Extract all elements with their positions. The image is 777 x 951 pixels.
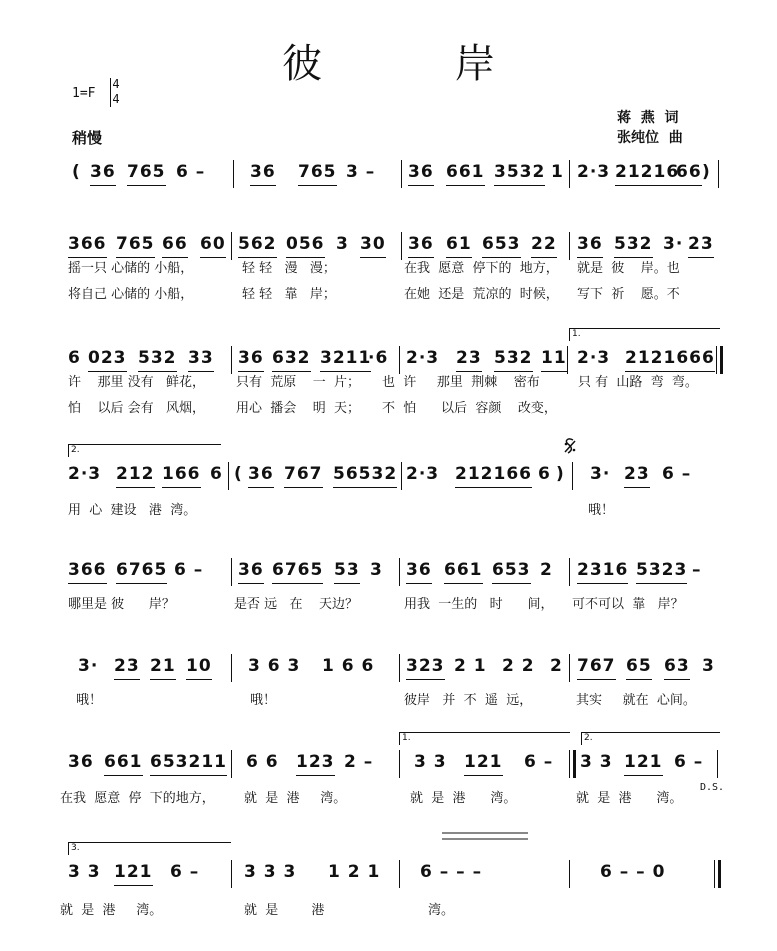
note-group: 36 xyxy=(90,160,116,186)
song-title: 彼 岸 xyxy=(282,41,555,87)
note-group: 6 – xyxy=(674,752,704,772)
lyrics-line-1 xyxy=(0,790,777,810)
note-group: 2 xyxy=(550,656,563,676)
note-group: 65 xyxy=(626,654,652,680)
time-signature xyxy=(110,77,122,107)
note-group: 653 xyxy=(482,232,521,258)
note-group: 22 xyxy=(531,232,557,258)
note-group: 2 xyxy=(540,560,553,580)
note-group: 121 xyxy=(624,750,663,776)
key-signature: 1=F xyxy=(72,86,96,101)
note-group: – xyxy=(692,560,702,580)
note-group: 23 xyxy=(624,462,650,488)
note-group: 166 xyxy=(162,462,201,488)
lyrics-line-1 xyxy=(0,596,777,616)
note-group: 3 3 xyxy=(580,752,613,772)
volta-bracket: 2. xyxy=(581,732,720,745)
note-group: 023 xyxy=(88,346,127,372)
lyrics-line-1 xyxy=(0,902,777,922)
note-group: 3· xyxy=(663,234,684,254)
volta-bracket: 3. xyxy=(68,842,231,855)
lyric: 就 是 港 湾。 xyxy=(576,791,683,806)
lyric: 哪里是 彼 岸？ xyxy=(68,597,175,612)
lyric: 哦！ xyxy=(76,693,103,708)
lyrics-line-1 xyxy=(0,692,777,712)
barline xyxy=(231,654,232,682)
volta-bracket: 2. xyxy=(68,444,221,457)
composer: 张纯位 曲 xyxy=(617,130,683,146)
lyric: 在我 愿意 停下的 地方， xyxy=(404,261,559,276)
note-group: 767 xyxy=(577,654,616,680)
lyric: 许 那里 没有 鲜花， xyxy=(68,375,206,390)
note-group: 3 xyxy=(336,234,349,254)
note-group: 056 xyxy=(286,232,325,258)
lyric: 也 许 那里 荆棘 密布 xyxy=(382,375,540,390)
ds-marking: D.S. xyxy=(700,782,725,793)
note-group: 21 xyxy=(150,654,176,680)
note-group: 30 xyxy=(360,232,386,258)
note-group: 56532 xyxy=(333,462,397,488)
note-group: 6765 xyxy=(116,558,167,584)
note-group: 2121666 xyxy=(625,346,715,372)
note-group: 366 xyxy=(68,558,107,584)
note-group: 6 xyxy=(68,348,81,368)
barline xyxy=(399,558,400,586)
note-group: 661 xyxy=(444,558,483,584)
barline xyxy=(401,232,402,260)
note-group: 36 xyxy=(238,558,264,584)
note-group: 23 xyxy=(456,346,482,372)
note-group: 3 xyxy=(702,656,715,676)
note-group: 36 xyxy=(408,160,434,186)
lyric: 写下 祈 愿。不 xyxy=(577,287,680,302)
repeat-barline xyxy=(569,750,570,778)
notes-row-3 xyxy=(0,346,777,374)
note-group: 2·3 xyxy=(68,464,102,484)
lyric: 在我 愿意 停 下的地方， xyxy=(60,791,215,806)
notes-row-5 xyxy=(0,558,777,586)
barline xyxy=(399,654,400,682)
note-group: 767 xyxy=(284,462,323,488)
note-group: 23 xyxy=(114,654,140,680)
lyric: 就 是 港 湾。 xyxy=(410,791,517,806)
note-group: 323 xyxy=(406,654,445,680)
notes-row-8 xyxy=(0,860,777,888)
note-group: 212166 xyxy=(455,462,532,488)
note-group: 36 xyxy=(408,232,434,258)
time-top: 4 xyxy=(112,77,120,91)
note-group: 3· xyxy=(590,464,611,484)
note-group: 212 xyxy=(116,462,155,488)
note-group: 3532 xyxy=(494,160,545,186)
lyric: 哦！ xyxy=(250,693,277,708)
final-barline xyxy=(714,860,715,888)
lyric: 就 是 港 湾。 xyxy=(60,903,163,918)
note-group: 6765 xyxy=(272,558,323,584)
barline xyxy=(233,160,234,188)
note-group: 6 – xyxy=(176,162,206,182)
barline xyxy=(231,346,232,374)
barline xyxy=(569,232,570,260)
lyric: 彼岸 并 不 遥 远， xyxy=(404,693,533,708)
lyric: 是否 远 在 天边？ xyxy=(234,597,359,612)
barline xyxy=(401,160,402,188)
decrescendo-hairpin-icon xyxy=(440,830,530,844)
note-group: 2·3 xyxy=(406,348,440,368)
lyric: 就是 彼 岸。也 xyxy=(577,261,680,276)
note-group: 6 – xyxy=(524,752,554,772)
barline xyxy=(231,232,232,260)
lyric: 不 怕 以后 容颜 改变， xyxy=(382,401,557,416)
note-group: 562 xyxy=(238,232,277,258)
note-group: 2 – xyxy=(344,752,374,772)
lyric: 就 是 港 湾。 xyxy=(244,791,347,806)
final-barline-thick xyxy=(718,860,721,888)
note-group: 6 – xyxy=(662,464,692,484)
barline xyxy=(572,462,573,490)
note-group: 2 2 xyxy=(502,656,535,676)
note-group: 121 xyxy=(464,750,503,776)
lyric: 用我 一生的 时 间， xyxy=(404,597,554,612)
notes-row-6 xyxy=(0,654,777,682)
lyricist: 蒋 燕 词 xyxy=(617,110,679,126)
segno-icon xyxy=(562,436,578,458)
note-group: 5323 xyxy=(636,558,687,584)
barline xyxy=(231,558,232,586)
lyric: 在她 还是 荒凉的 时候， xyxy=(404,287,559,302)
note-group: 6 – – 0 xyxy=(600,862,666,882)
lyrics-line-1 xyxy=(0,260,777,280)
note-group: 6 xyxy=(538,464,551,484)
note-group: 3211 xyxy=(320,346,371,372)
note-group: ( xyxy=(234,464,243,484)
note-group: 632 xyxy=(272,346,311,372)
lyric: 用 心 建设 港 湾。 xyxy=(68,503,197,518)
note-group: 532 xyxy=(138,346,177,372)
note-group: 3 xyxy=(370,560,383,580)
note-group: 6 xyxy=(210,464,223,484)
note-group: 3 6 3 xyxy=(248,656,301,676)
time-bottom: 4 xyxy=(112,92,120,106)
note-group: 23 xyxy=(688,232,714,258)
note-group: 3 – xyxy=(346,162,376,182)
note-group: ) xyxy=(556,464,565,484)
lyrics-line-1 xyxy=(0,502,777,522)
note-group: 10 xyxy=(186,654,212,680)
barline xyxy=(569,160,570,188)
note-group: 66 xyxy=(162,232,188,258)
barline xyxy=(399,346,400,374)
lyrics-line-2 xyxy=(0,286,777,306)
note-group: 36 xyxy=(577,232,603,258)
note-group: 121 xyxy=(114,860,153,886)
barline xyxy=(401,462,402,490)
lyric: 轻 轻 靠 岸； xyxy=(242,287,336,302)
note-group: 2 1 xyxy=(454,656,487,676)
note-group: 21216 xyxy=(615,160,679,186)
note-group: 3 3 3 xyxy=(244,862,297,882)
note-group: 36 xyxy=(238,346,264,372)
note-group: 1 6 6 xyxy=(322,656,375,676)
lyric: 只 有 山路 弯 弯。 xyxy=(578,375,698,390)
note-group: 36 xyxy=(250,160,276,186)
lyric: 其实 就在 心间。 xyxy=(576,693,696,708)
note-group: 765 xyxy=(127,160,166,186)
barline xyxy=(569,558,570,586)
barline xyxy=(399,860,400,888)
lyric: 哦！ xyxy=(588,503,615,518)
lyric: 轻 轻 漫 漫； xyxy=(242,261,336,276)
note-group: 765 xyxy=(298,160,337,186)
barline xyxy=(717,750,718,778)
note-group: 61 xyxy=(446,232,472,258)
note-group: 2·3 xyxy=(577,348,611,368)
note-group: 33 xyxy=(188,346,214,372)
note-group: 3· xyxy=(78,656,99,676)
lyric: 湾。 xyxy=(428,903,455,918)
note-group: 661 xyxy=(446,160,485,186)
note-group: 2·3 xyxy=(577,162,611,182)
note-group: 36 xyxy=(406,558,432,584)
note-group: 765 xyxy=(116,232,155,258)
note-group: ) xyxy=(702,162,711,182)
credits xyxy=(617,108,683,148)
lyric: 只有 荒原 一 片； xyxy=(236,375,361,390)
lyric: 可不可以 靠 岸？ xyxy=(572,597,684,612)
note-group: 36 xyxy=(248,462,274,488)
note-group: 2316 xyxy=(577,558,628,584)
barline xyxy=(228,462,229,490)
volta-bracket: 1. xyxy=(569,328,720,341)
barline xyxy=(231,750,232,778)
barline xyxy=(231,860,232,888)
note-group: 366 xyxy=(68,232,107,258)
note-group: 653 xyxy=(492,558,531,584)
barline xyxy=(569,654,570,682)
notes-row-1 xyxy=(0,160,777,188)
note-group: 653211 xyxy=(150,750,227,776)
notes-row-2 xyxy=(0,232,777,260)
note-group: 6 – – – xyxy=(420,862,483,882)
note-group: 3 3 xyxy=(414,752,447,772)
note-group: 63 xyxy=(664,654,690,680)
barline xyxy=(567,346,568,374)
note-group: 123 xyxy=(296,750,335,776)
repeat-barline-thick xyxy=(573,750,576,778)
lyric: 将自己 心储的 小船， xyxy=(68,287,194,302)
note-group: 2·3 xyxy=(406,464,440,484)
note-group: 66 xyxy=(676,160,702,186)
barline xyxy=(718,160,719,188)
notes-row-4 xyxy=(0,462,777,490)
barline xyxy=(569,860,570,888)
volta-bracket: 1. xyxy=(399,732,570,745)
note-group: 60 xyxy=(200,232,226,258)
note-group: 1 2 1 xyxy=(328,862,381,882)
barline xyxy=(399,750,400,778)
note-group: 53 xyxy=(334,558,360,584)
note-group: 532 xyxy=(614,232,653,258)
notes-row-7 xyxy=(0,750,777,778)
note-group: 6 – xyxy=(170,862,200,882)
note-group: 3 3 xyxy=(68,862,101,882)
note-group: 6 – xyxy=(174,560,204,580)
note-group: 532 xyxy=(494,346,533,372)
note-group: ( xyxy=(72,162,81,182)
note-group: ·6 xyxy=(368,348,389,368)
tempo-marking: 稍慢 xyxy=(72,129,103,147)
note-group: 1 xyxy=(551,162,564,182)
repeat-barline-thick xyxy=(720,346,723,374)
lyric: 就 是 港 xyxy=(244,903,325,918)
note-group: 36 xyxy=(68,752,94,772)
note-group: 661 xyxy=(104,750,143,776)
lyric: 怕 以后 会有 风烟， xyxy=(68,401,206,416)
lyric: 摇一只 心储的 小船， xyxy=(68,261,194,276)
note-group: 11 xyxy=(541,346,567,372)
lyric: 用心 播会 明 天； xyxy=(236,401,361,416)
repeat-barline xyxy=(716,346,717,374)
lyrics-line-1 xyxy=(0,374,777,394)
note-group: 6 6 xyxy=(246,752,279,772)
lyrics-line-2 xyxy=(0,400,777,420)
